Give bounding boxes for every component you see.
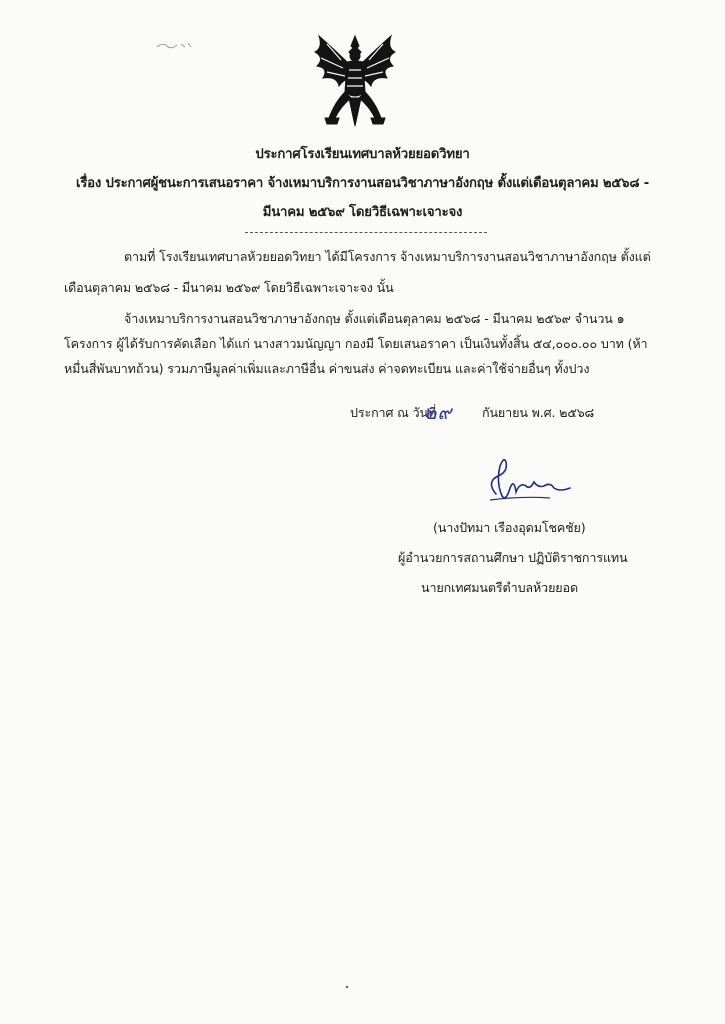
garuda-emblem-icon [305,30,405,132]
divider [245,232,487,233]
signatory-position-2: นายกเทศมนตรีตำบลห้วยยอด [421,580,578,595]
handwritten-mark [155,38,195,52]
announce-date-prefix: ประกาศ ณ วันที่ [350,405,437,420]
signatory-name: (นางปัทมา เรืองอุดมโชคชัย) [433,520,586,535]
subject-line-1: เรื่อง ประกาศผู้ชนะการเสนอราคา จ้างเหมาบริการงานสอนวิชาภาษาอังกฤษ ตั้งแต่เดือนตุลาคม ๒๕๖๘ - [75,176,649,191]
paragraph-2-line-2: โครงการ ผู้ได้รับการคัดเลือก ได้แก่ นางสาวมนัญญา กองมี โดยเสนอราคา เป็นเงินทั้งสิ้น ๕๔,๐๐๐.๐๐ บาท (ห้า [64,336,648,351]
subject-line-2: มีนาคม ๒๕๖๙ โดยวิธีเฉพาะเจาะจง [262,205,463,220]
announce-day-handwritten: ๒๙ [424,402,453,424]
paragraph-2-line-3: หมื่นสี่พันบาทถ้วน) รวมภาษีมูลค่าเพิ่มและภาษีอื่น ค่าขนส่ง ค่าจดทะเบียน และค่าใช้จ่ายอื่นๆ ทั้งปวง [64,361,590,376]
paragraph-1-line-2: เดือนตุลาคม ๒๕๖๘ - มีนาคม ๒๕๖๙ โดยวิธีเฉพาะเจาะจง นั้น [64,280,394,295]
scan-speck [344,984,350,990]
signatory-position-1: ผู้อำนวยการสถานศึกษา ปฏิบัติราชการแทน [398,550,628,565]
announce-date-suffix: กันยายน พ.ศ. ๒๕๖๘ [482,405,595,420]
paragraph-1-line-1: ตามที่ โรงเรียนเทศบาลห้วยยอดวิทยา ได้มีโครงการ จ้างเหมาบริการงานสอนวิชาภาษาอังกฤษ ตั้งแต่ [124,249,651,264]
paragraph-2-line-1: จ้างเหมาบริการงานสอนวิชาภาษาอังกฤษ ตั้งแต่เดือนตุลาคม ๒๕๖๘ - มีนาคม ๒๕๖๙ จำนวน ๑ [124,311,625,326]
announcement-title: ประกาศโรงเรียนเทศบาลห้วยยอดวิทยา [255,147,470,162]
handwritten-signature [480,452,575,512]
